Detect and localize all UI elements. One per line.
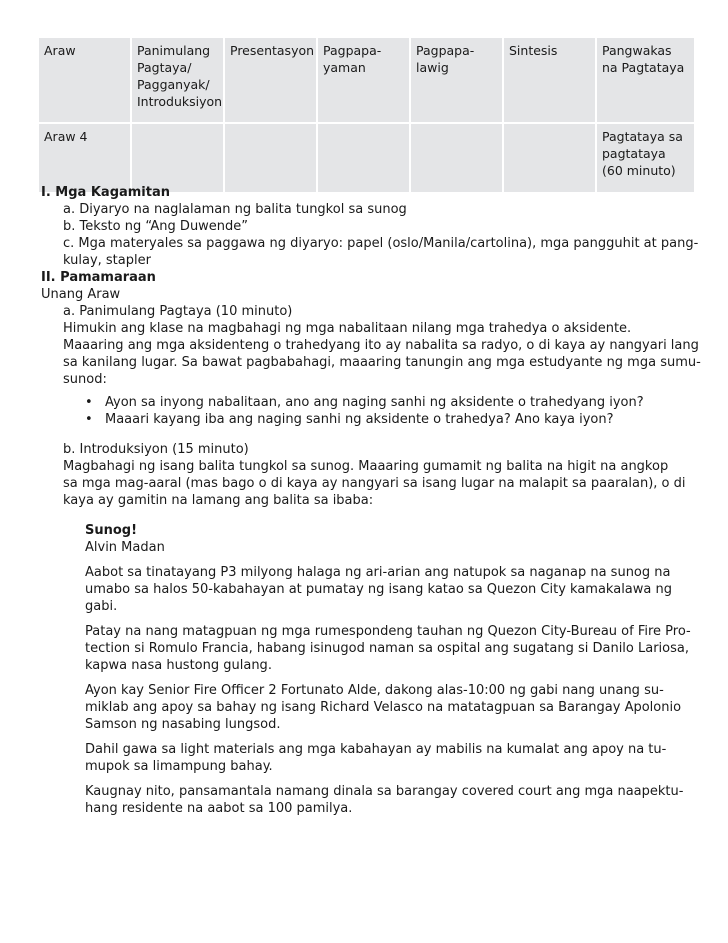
table-header-row	[38, 37, 695, 123]
question-list	[41, 394, 691, 428]
empty-cell	[410, 123, 503, 193]
empty-cell	[503, 123, 596, 193]
empty-cell	[224, 123, 317, 193]
part-b-title: b. Introduksiyon (15 minuto)	[63, 442, 249, 457]
list-item: a. Diyaryo na naglalaman ng balita tungkol sa sunog	[63, 202, 407, 217]
article-paragraph: Aabot sa tinatayang P3 milyong halaga ng ari-arian ang natupok sa naganap na sunog na umabo sa halos 50-kabahayan at pumatay ng isang katao sa Quezon City kamakalawa ng gabi.	[85, 565, 672, 614]
bullet-icon: •	[85, 395, 93, 410]
section-title-pamamaraan: II. Pamamaraan	[41, 270, 156, 285]
header-cell-pangwakas: Pangwakas na Pagtataya	[596, 37, 695, 123]
bullet-icon: •	[85, 412, 93, 427]
paragraph-line: Magbahagi ng isang balita tungkol sa sunog. Maaaring gumamit ng balita na higit na angkop	[63, 459, 669, 474]
paragraph-line: sunod:	[63, 372, 107, 387]
list-item-continuation: kulay, stapler	[63, 253, 151, 268]
list-item: • Ayon sa inyong nabalitaan, ano ang naging sanhi ng aksidente o trahedyang iyon?	[85, 395, 644, 410]
article-paragraph: Ayon kay Senior Fire Officer 2 Fortunato Alde, dakong alas-10:00 ng gabi nang unang su- miklab ang apoy sa bahay ng isang Richard Velasco na matatagpuan sa Barangay Apolonio Samson ng nasabing lungsod.	[85, 683, 682, 732]
header-cell-presentasyon: Presentasyon	[224, 37, 317, 123]
table-row	[38, 123, 695, 193]
paragraph-line: sa kanilang lugar. Sa bawat pagbabahagi, maaaring tanungin ang mga estudyante ng mga sumu-	[63, 355, 701, 370]
part-a-title: a. Panimulang Pagtaya (10 minuto)	[63, 304, 293, 319]
paragraph-line: Maaaring ang mga aksidenteng o trahedyang ito ay nabalita sa radyo, o di kaya ay nangyari lang	[63, 338, 699, 353]
header-cell-araw: Araw	[38, 37, 131, 123]
paragraph-line: sa mga mag-aaral (mas bago o di kaya ay nangyari sa isang lugar na malapit sa paaralan), o di	[63, 476, 686, 491]
empty-cell	[131, 123, 224, 193]
empty-cell	[317, 123, 410, 193]
header-cell-pagpapalawig: Pagpapa- lawig	[410, 37, 503, 123]
header-cell-panimulang: Panimulang Pagtaya/ Pagganyak/ Introduksiyon	[131, 37, 224, 123]
final-assessment-cell: Pagtataya sa pagtataya (60 minuto)	[596, 123, 695, 193]
list-item: • Maaari kayang iba ang naging sanhi ng aksidente o trahedya? Ano kaya iyon?	[85, 412, 614, 427]
article-author: Alvin Madan	[85, 540, 165, 555]
day-label: Unang Araw	[41, 287, 121, 302]
article-paragraph: Patay na nang matagpuan ng mga rumespondeng tauhan ng Quezon City-Bureau of Fire Pro- tection si Romulo Francia, habang isinugod naman sa ospital ang sugatang si Danilo Lariosa, kapwa nasa hustong gulang.	[85, 624, 691, 673]
article-paragraph: Dahil gawa sa light materials ang mga kabahayan ay mabilis na kumalat ang apoy na tu- mupok sa limampung bahay.	[85, 742, 667, 774]
paragraph-line: kaya ay gamitin na lamang ang balita sa ibaba:	[63, 493, 374, 508]
section-title-kagamitan: I. Mga Kagamitan	[41, 185, 171, 200]
lesson-schedule-table	[37, 36, 696, 194]
header-cell-sintesis: Sintesis	[503, 37, 596, 123]
header-cell-pagpapayaman: Pagpapa- yaman	[317, 37, 410, 123]
document-body	[41, 184, 701, 817]
list-item: b. Teksto ng “Ang Duwende”	[63, 219, 249, 234]
article-title: Sunog!	[85, 523, 138, 538]
article-paragraph: Kaugnay nito, pansamantala namang dinala sa barangay covered court ang mga naapektu- hang residente na aabot sa 100 pamilya.	[85, 784, 684, 816]
row-day-cell: Araw 4	[38, 123, 131, 193]
list-item: c. Mga materyales sa paggawa ng diyaryo: papel (oslo/Manila/cartolina), mga pangguhit at pang-	[63, 236, 699, 251]
paragraph-line: Himukin ang klase na magbahagi ng mga nabalitaan nilang mga trahedya o aksidente.	[63, 321, 632, 336]
